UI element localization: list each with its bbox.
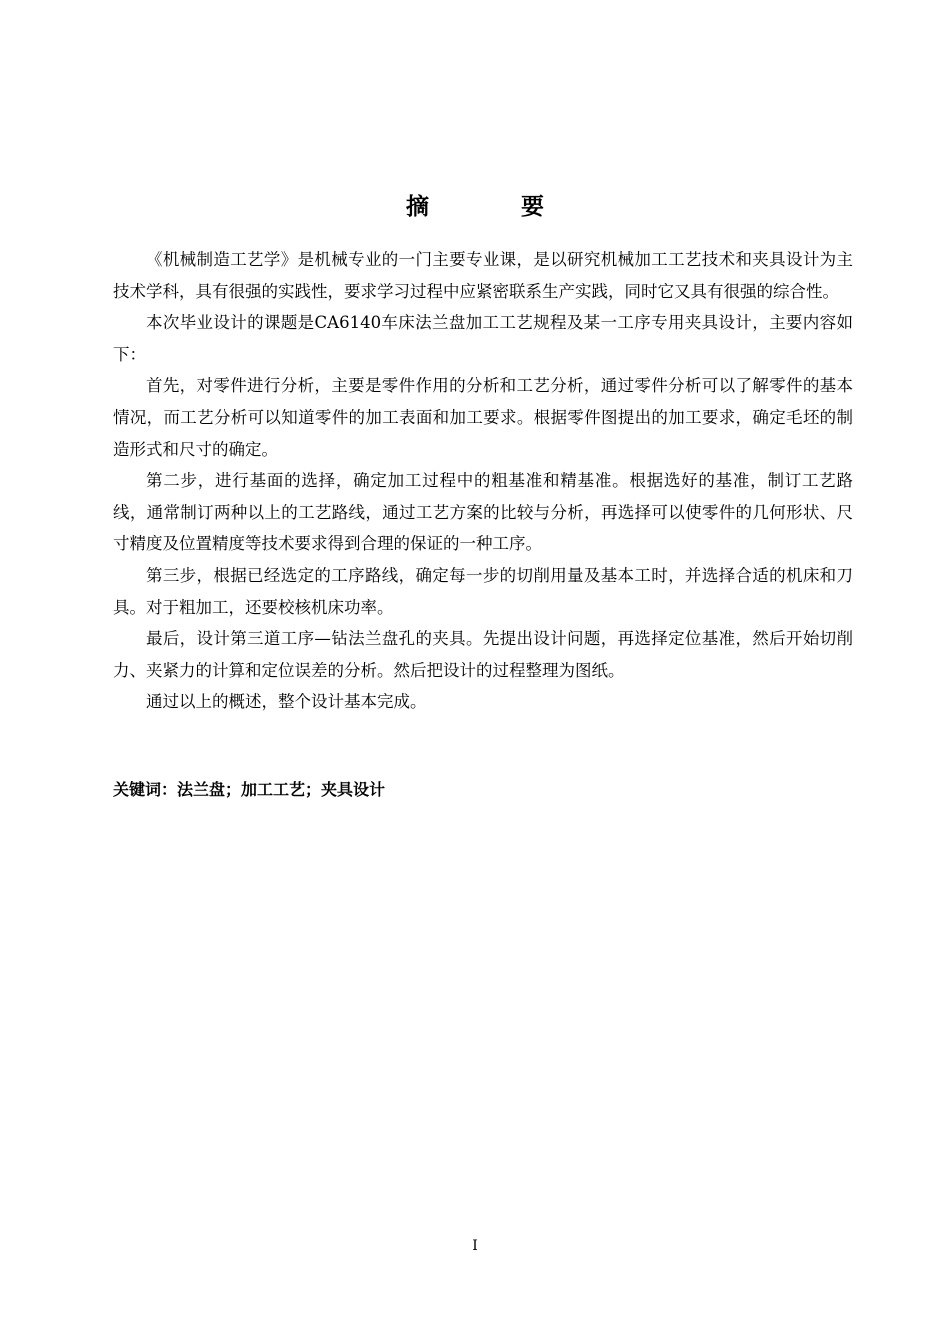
abstract-body bbox=[113, 244, 853, 718]
keywords-line: 关键词：法兰盘；加工工艺；夹具设计 bbox=[113, 780, 386, 799]
paragraph: 第三步，根据已经选定的工序路线，确定每一步的切削用量及基本工时，并选择合适的机床和刀具。对于粗加工，还要校核机床功率。 bbox=[113, 565, 853, 617]
paragraph: 《机械制造工艺学》是机械专业的一门主要专业课，是以研究机械加工工艺技术和夹具设计为主技术学科，具有很强的实践性，要求学习过程中应紧密联系生产实践，同时它又具有很强的综合性。 bbox=[113, 250, 853, 301]
page-number: I bbox=[472, 1238, 478, 1254]
paragraph: 首先，对零件进行分析，主要是零件作用的分析和工艺分析，通过零件分析可以了解零件的基本情况，而工艺分析可以知道零件的加工表面和加工要求。根据零件图提出的加工要求，确定毛坯的制造形式和尺寸的确定。 bbox=[113, 376, 853, 459]
page-title: 摘 要 bbox=[405, 194, 586, 220]
paragraph: 通过以上的概述，整个设计基本完成。 bbox=[146, 692, 427, 712]
paragraph: 最后，设计第三道工序—钻法兰盘孔的夹具。先提出设计问题，再选择定位基准，然后开始切削力、夹紧力的计算和定位误差的分析。然后把设计的过程整理为图纸。 bbox=[113, 629, 853, 680]
paragraph: 第二步，进行基面的选择，确定加工过程中的粗基准和精基准。根据选好的基准，制订工艺路线，通常制订两种以上的工艺路线，通过工艺方案的比较与分析，再选择可以使零件的几何形状、尺寸精度及位置精度等技术要求得到合理的保证的一种工序。 bbox=[113, 471, 853, 554]
paragraph: 本次毕业设计的课题是CA6140车床法兰盘加工工艺规程及某一工序专用夹具设计，主要内容如下： bbox=[113, 313, 853, 364]
